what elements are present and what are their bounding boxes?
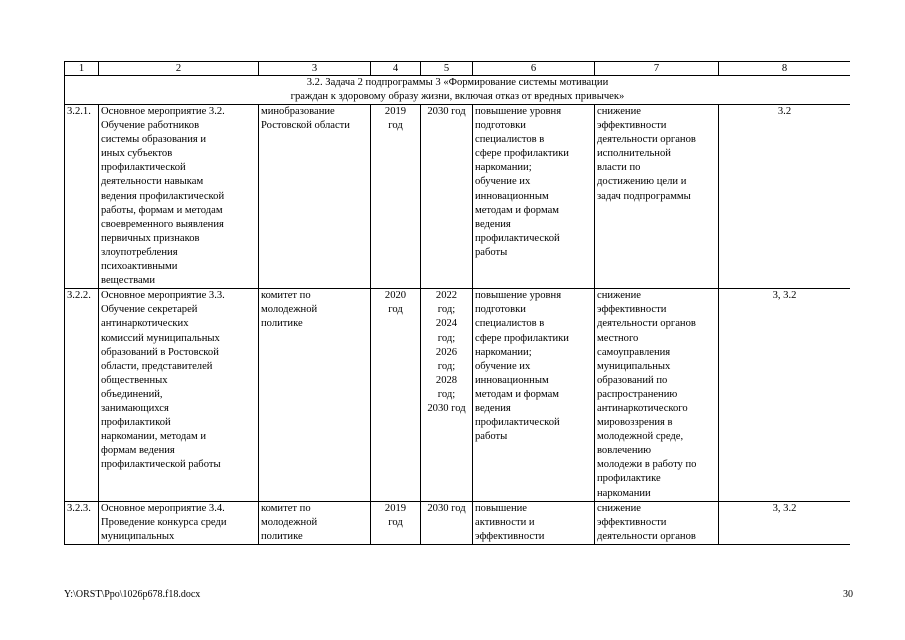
cell-line: антинаркотического [597, 402, 688, 414]
cell-line: год [388, 516, 403, 528]
table-row [65, 289, 851, 501]
cell-line: деятельности органов [597, 318, 696, 330]
cell-line: наркомании; [475, 162, 532, 174]
cell-line: наркомании; [475, 346, 532, 358]
start-date [371, 289, 421, 501]
cell-line: работы [475, 246, 508, 258]
cell-line: комитет по [261, 502, 311, 514]
cell-line: эффективности [597, 516, 667, 528]
cell-line: снижение [597, 502, 641, 514]
column-number: 4 [371, 62, 421, 76]
row-number: 3.2.1. [65, 105, 99, 289]
cell-line: задач подпрограммы [597, 190, 691, 202]
expected-result [473, 289, 595, 501]
table-row [65, 105, 851, 289]
cell-line: Основное мероприятие 3.2. [101, 106, 225, 117]
cell-line: профилактической [475, 417, 560, 429]
cell-line: обучение их [475, 360, 531, 372]
cell-line: политике [261, 318, 303, 330]
cell-line: местного [597, 332, 639, 344]
activity-name [99, 501, 259, 544]
cell-line: иных субъектов [101, 148, 173, 160]
cell-line: самоуправления [597, 346, 671, 358]
cell-line: 2019 [384, 502, 407, 514]
activity-name [99, 289, 259, 501]
cell-line: активности и [475, 516, 535, 528]
cell-line: Проведение конкурса среди [101, 516, 227, 528]
column-number-row [65, 62, 851, 76]
cell-line: молодежной [261, 304, 318, 316]
cell-line: психоактивными [101, 261, 178, 273]
cell-line: профилактической [101, 162, 186, 174]
cell-line: формам ведения [101, 445, 175, 457]
cell-line: молодежной среде, [597, 431, 684, 443]
cell-line: антинаркотических [101, 318, 189, 330]
section-heading [65, 76, 851, 105]
cell-line: эффективности [597, 120, 667, 132]
cell-line: год [388, 120, 403, 132]
cell-line: 2030 год [427, 402, 466, 414]
program-activities-table [64, 61, 850, 545]
cell-line: год; [437, 304, 456, 316]
indicator-link: 3, 3.2 [719, 289, 851, 501]
section-heading-line: граждан к здоровому образу жизни, включая отказ от вредных привычек» [290, 91, 625, 102]
end-date [421, 289, 473, 501]
activity-name [99, 105, 259, 289]
cell-line: комиссий муниципальных [101, 332, 220, 344]
cell-line: год; [437, 332, 456, 344]
document-page [64, 61, 850, 566]
cell-line: повышение уровня [475, 106, 562, 117]
cell-line: 2020 [384, 290, 407, 302]
cell-line: образований по [597, 374, 668, 386]
column-number: 5 [421, 62, 473, 76]
cell-line: распространению [597, 388, 678, 400]
cell-line: ведения [475, 218, 511, 230]
cell-line: наркомании, методам и [101, 431, 207, 443]
cell-line: профилактической работы [101, 459, 221, 471]
cell-line: Основное мероприятие 3.3. [101, 290, 225, 302]
cell-line: своевременного выявления [101, 218, 224, 230]
cell-line: инновационным [475, 374, 549, 386]
cell-line: год; [437, 388, 456, 400]
cell-line: 2028 [435, 374, 458, 386]
section-heading-row [65, 76, 851, 105]
cell-line: 2026 [435, 346, 458, 358]
row-number: 3.2.2. [65, 289, 99, 501]
column-number: 2 [99, 62, 259, 76]
end-date [421, 105, 473, 289]
cell-line: вовлечению [597, 445, 652, 457]
non-implementation-consequences [595, 289, 719, 501]
column-number: 7 [595, 62, 719, 76]
cell-line: работы [475, 431, 508, 443]
cell-line: год; [437, 360, 456, 372]
executor [259, 289, 371, 501]
indicator-link: 3, 3.2 [719, 501, 851, 544]
column-number: 1 [65, 62, 99, 76]
cell-line: занимающихся [101, 402, 169, 414]
cell-line: первичных признаков [101, 232, 200, 244]
cell-line: снижение [597, 106, 641, 117]
expected-result [473, 501, 595, 544]
cell-line: год [388, 304, 403, 316]
cell-line: сфере профилактики [475, 332, 569, 344]
cell-line: специалистов в [475, 318, 545, 330]
cell-line: 2030 год [427, 502, 466, 514]
cell-line: злоупотребления [101, 246, 178, 258]
cell-line: Ростовской области [261, 120, 350, 132]
section-heading-line: 3.2. Задача 2 подпрограммы 3 «Формирование системы мотивации [306, 77, 609, 88]
cell-line: методам и формам [475, 204, 559, 216]
non-implementation-consequences [595, 105, 719, 289]
cell-line: 2019 [384, 106, 407, 117]
cell-line: инновационным [475, 190, 549, 202]
cell-line: области, представителей [101, 360, 213, 372]
cell-line: работы, формам и методам [101, 204, 223, 216]
cell-line: обучение их [475, 176, 531, 188]
expected-result [473, 105, 595, 289]
cell-line: Основное мероприятие 3.4. [101, 502, 225, 514]
cell-line: образований в Ростовской [101, 346, 219, 358]
cell-line: объединений, [101, 388, 163, 400]
executor [259, 105, 371, 289]
file-path: Y:\ORST\Ppo\1026p678.f18.docx [64, 589, 201, 600]
cell-line: сфере профилактики [475, 148, 569, 160]
cell-line: эффективности [597, 304, 667, 316]
cell-line: подготовки [475, 304, 526, 316]
row-number: 3.2.3. [65, 501, 99, 544]
page-number: 30 [843, 589, 853, 600]
cell-line: 2030 год [427, 106, 466, 117]
column-number: 3 [259, 62, 371, 76]
end-date [421, 501, 473, 544]
cell-line: исполнительной [597, 148, 671, 160]
cell-line: профилактической [475, 232, 560, 244]
cell-line: системы образования и [101, 134, 207, 146]
non-implementation-consequences [595, 501, 719, 544]
cell-line: ведения профилактической [101, 190, 225, 202]
cell-line: подготовки [475, 120, 526, 132]
cell-line: 2022 [435, 290, 458, 302]
cell-line: минобразование [261, 106, 335, 117]
table-row [65, 501, 851, 544]
cell-line: профилактике [597, 473, 661, 485]
cell-line: деятельности органов [597, 134, 696, 146]
cell-line: повышение уровня [475, 290, 562, 302]
column-number: 8 [719, 62, 851, 76]
cell-line: политике [261, 530, 303, 542]
cell-line: ведения [475, 402, 511, 414]
cell-line: власти по [597, 162, 641, 174]
cell-line: мировоззрения в [597, 417, 673, 429]
cell-line: повышение [475, 502, 527, 514]
cell-line: достижению цели и [597, 176, 687, 188]
cell-line: специалистов в [475, 134, 545, 146]
cell-line: деятельности навыкам [101, 176, 204, 188]
cell-line: молодежной [261, 516, 318, 528]
cell-line: комитет по [261, 290, 311, 302]
cell-line: молодежи в работу по [597, 459, 697, 471]
cell-line: наркомании [597, 487, 651, 499]
cell-line: Обучение работников [101, 120, 200, 132]
cell-line: снижение [597, 290, 641, 302]
indicator-link: 3.2 [719, 105, 851, 289]
cell-line: муниципальных [597, 360, 671, 372]
cell-line: муниципальных [101, 530, 175, 542]
cell-line: эффективности [475, 530, 545, 542]
cell-line: 2024 [435, 318, 458, 330]
cell-line: Обучение секретарей [101, 304, 198, 316]
column-number: 6 [473, 62, 595, 76]
cell-line: деятельности органов [597, 530, 696, 542]
start-date [371, 105, 421, 289]
start-date [371, 501, 421, 544]
cell-line: общественных [101, 374, 168, 386]
cell-line: профилактикой [101, 417, 171, 429]
cell-line: методам и формам [475, 388, 559, 400]
cell-line: веществами [101, 275, 156, 287]
executor [259, 501, 371, 544]
